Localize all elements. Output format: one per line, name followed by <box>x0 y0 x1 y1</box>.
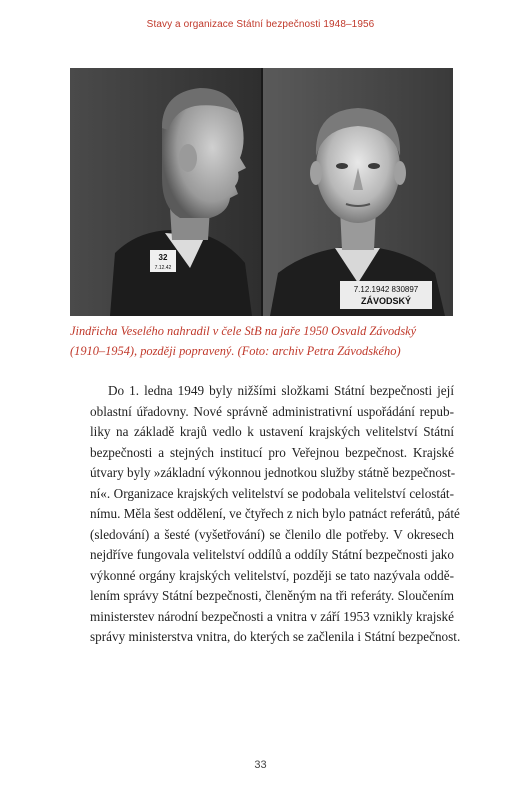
body-line: (sledování) a šesté (vyšetřování) se členilo dle potřeby. V okresech <box>90 526 454 542</box>
body-line: nejdříve fungovala velitelství oddílů a oddíly Státní bezpečnosti jako <box>90 547 454 562</box>
mugshot-photo <box>70 68 453 316</box>
body-line: liky na základě krajů vedlo k ustavení krajských velitelství Státní <box>90 424 454 439</box>
body-line: ministerstev národní bezpečnosti a vnitra v září 1953 vznikly krajské <box>90 608 454 624</box>
body-line: ní«. Organizace krajských velitelství se podobala velitelství celostát- <box>90 485 454 501</box>
caption-line-2: (1910–1954), později popravený. (Foto: archiv Petra Závodského) <box>70 344 401 358</box>
body-line: výkonné orgány krajských velitelství, později se tato nazývala oddě- <box>90 567 454 583</box>
body-line: bezpečnosti a stejných institucí pro Veřejnou bezpečnost. Krajské <box>90 444 454 460</box>
body-line: správy ministerstva vnitra, do kterých se začlenila i Státní bezpečnost. <box>90 629 461 644</box>
right-placard-line2: ZÁVODSKÝ <box>360 296 412 306</box>
body-line: oblastní úřadovny. Nové správně administrativní uspořádání repub- <box>90 403 454 419</box>
body-line: útvary byly »základní výkonnou jednotkou služby státně bezpečnost- <box>90 465 456 480</box>
running-head: Stavy a organizace Státní bezpečnosti 1948–1956 <box>146 19 375 30</box>
body-line: nímu. Měla šest oddělení, ve čtyřech z nich bylo patnáct referátů, páté <box>90 506 460 521</box>
left-placard-number: 32 <box>158 253 168 262</box>
left-placard-date: 7.12.42 <box>154 265 172 271</box>
body-line: Do 1. ledna 1949 byly nižšími složkami Státní bezpečnosti její <box>108 383 454 398</box>
body-line: lením správy Státní bezpečnosti, členěným na tři referáty. Sloučením <box>90 588 454 603</box>
caption-line-1: Jindřicha Veselého nahradil v čele StB na jaře 1950 Osvald Závodský <box>70 324 417 338</box>
photo-caption <box>70 321 460 361</box>
body-paragraph <box>90 381 461 648</box>
right-placard-line1: 7.12.1942 830897 <box>353 285 419 294</box>
page-number: 33 <box>254 759 267 771</box>
